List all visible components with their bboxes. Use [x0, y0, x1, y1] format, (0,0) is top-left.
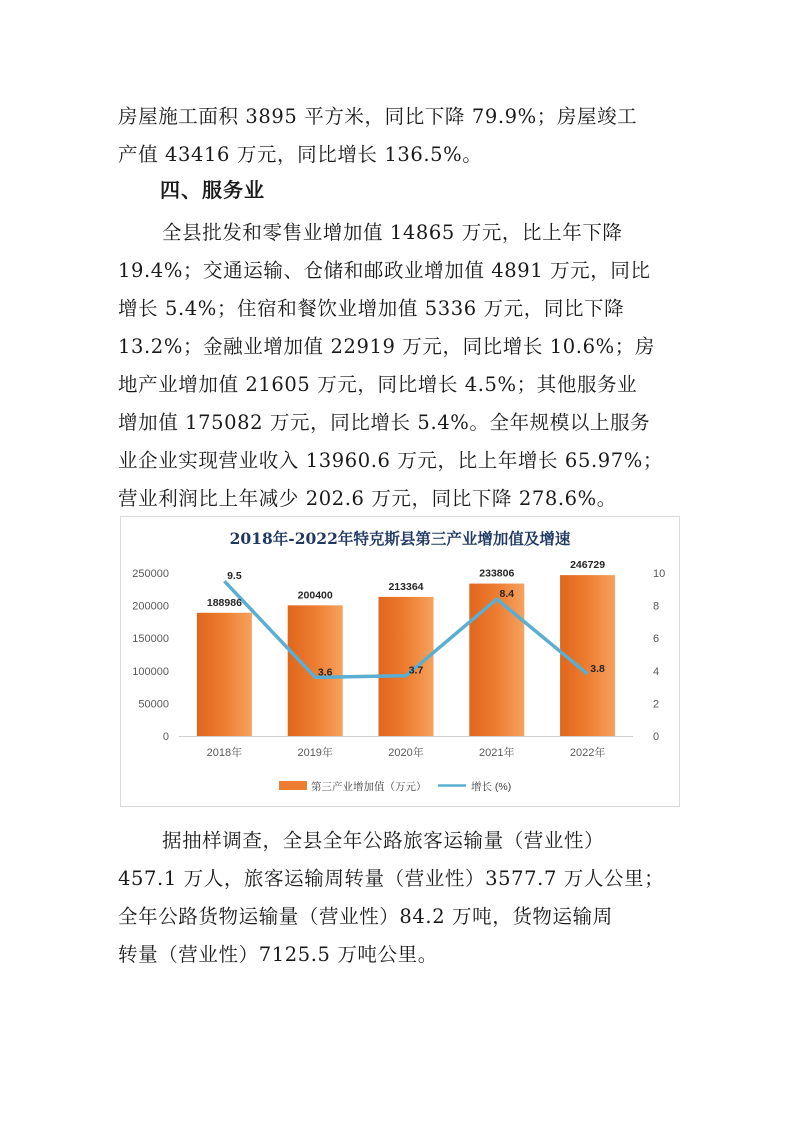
x-tick-label: 2020年 [388, 747, 424, 759]
bar-value-label: 233806 [479, 567, 515, 580]
text-line: 全年公路货物运输量（营业性）84.2 万吨，货物运输周 [118, 905, 613, 928]
paragraph-services [118, 214, 678, 518]
text-line: 13.2%；金融业增加值 22919 万元，同比增长 10.6%；房 [118, 335, 655, 358]
text-line: 据抽样调查，全县全年公路旅客运输量（营业性） [162, 829, 605, 852]
y-right-tick-label: 8 [653, 600, 660, 613]
text-line: 全县批发和零售业增加值 14865 万元，比上年下降 [162, 221, 623, 244]
bar-value-label: 188986 [206, 596, 242, 609]
line-value-label: 3.7 [408, 664, 424, 677]
bar [288, 605, 343, 736]
bar [469, 584, 524, 736]
y-left-tick-label: 50000 [138, 698, 169, 711]
y-left-tick-label: 250000 [132, 568, 169, 580]
y-left-tick-label: 0 [162, 731, 169, 743]
y-right-tick-label: 2 [653, 698, 660, 711]
text-line: 19.4%；交通运输、仓储和邮政业增加值 4891 万元，同比 [118, 259, 651, 282]
line-value-label: 3.6 [317, 666, 333, 679]
bar [379, 597, 434, 736]
legend-bar-swatch [279, 781, 307, 790]
line-value-label: 8.4 [499, 588, 515, 601]
text-line: 业企业实现营业收入 13960.6 万元，比上年增长 65.97%； [118, 449, 663, 472]
y-right-tick-label: 6 [653, 633, 660, 646]
y-right-tick-label: 4 [653, 665, 660, 678]
chart-title: 2018年-2022年特克斯县第三产业增加值及增速 [229, 529, 571, 548]
line-value-label: 9.5 [227, 570, 242, 583]
x-tick-label: 2018年 [206, 747, 243, 759]
y-left-tick-label: 150000 [132, 633, 169, 646]
y-left-tick-label: 200000 [132, 600, 169, 613]
chart-canvas [121, 517, 679, 806]
text-line: 营业利润比上年减少 202.6 万元，同比下降 278.6%。 [118, 487, 617, 510]
bar [560, 575, 615, 736]
text-line: 增加值 175082 万元，同比增长 5.4%。全年规模以上服务 [118, 411, 651, 434]
x-tick-label: 2021年 [479, 747, 515, 759]
text-line: 房屋施工面积 3895 平方米，同比下降 79.9%；房屋竣工 [118, 105, 638, 128]
text-line: 457.1 万人，旅客运输周转量（营业性）3577.7 万人公里； [118, 867, 665, 890]
paragraph-transport [118, 822, 678, 974]
legend-line-label: 增长 (%) [471, 781, 512, 793]
y-left-tick-label: 100000 [132, 665, 169, 678]
bar-value-label: 200400 [297, 589, 333, 602]
y-right-tick-label: 10 [653, 568, 666, 580]
text-line: 增长 5.4%；住宿和餐饮业增加值 5336 万元，同比下降 [118, 297, 625, 320]
y-right-tick-label: 0 [653, 731, 660, 743]
text-line: 产值 43416 万元，同比增长 136.5%。 [118, 143, 483, 166]
text-line: 地产业增加值 21605 万元，同比增长 4.5%；其他服务业 [118, 373, 638, 396]
line-value-label: 3.8 [590, 663, 605, 676]
x-tick-label: 2019年 [297, 747, 333, 759]
x-tick-label: 2022年 [569, 747, 606, 759]
section-heading-services: 四、服务业 [160, 178, 265, 202]
bar [197, 613, 252, 736]
paragraph-construction [118, 98, 678, 174]
bar-value-label: 213364 [388, 580, 424, 593]
chart-tertiary-industry [120, 516, 680, 807]
text-line: 转量（营业性）7125.5 万吨公里。 [118, 943, 438, 966]
legend-bar-label: 第三产业增加值（万元） [311, 781, 427, 793]
bar-value-label: 246729 [570, 559, 606, 572]
